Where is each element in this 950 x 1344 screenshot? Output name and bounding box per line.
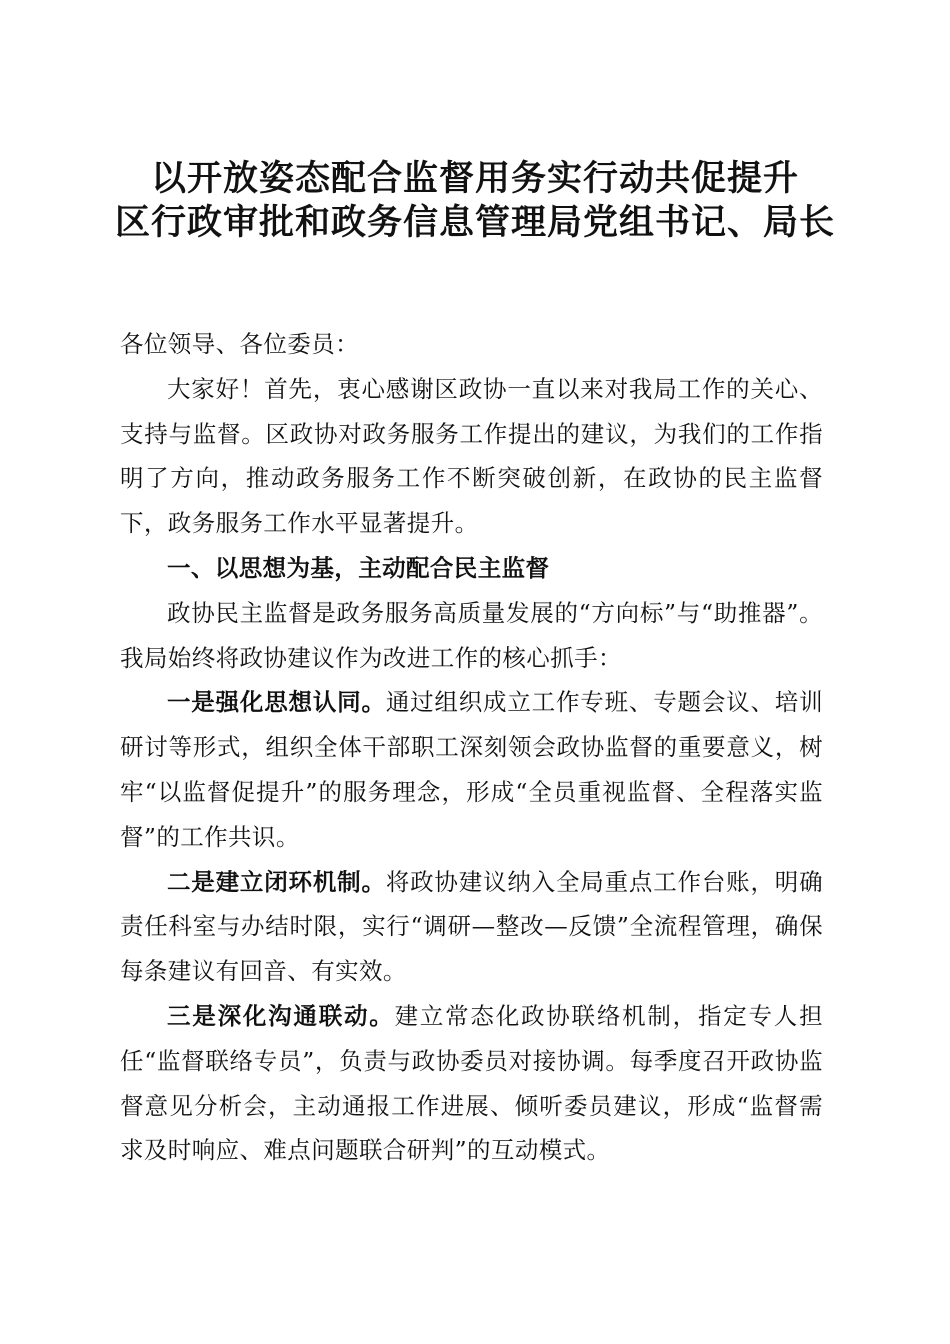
point-2-lead: 二是建立闭环机制。 bbox=[167, 867, 386, 896]
section-1-intro-paragraph: 政协民主监督是政务服务高质量发展的“方向标”与“助推器”。我局始终将政协建议作为改进工作的核心抓手： bbox=[120, 598, 823, 672]
document-body bbox=[120, 322, 823, 1173]
document-title-line-1: 以开放姿态配合监督用务实行动共促提升 bbox=[150, 159, 799, 199]
salutation: 各位领导、各位委员： bbox=[120, 330, 359, 358]
point-3-text: 建立常态化政协联络机制，指定专人担任“监督联络专员”，负责与政协委员对接协调。每季度召开政协监督意见分析会，主动通报工作进展、倾听委员建议，形成“监督需求及时响应、难点问题联合研判”的互动模式。 bbox=[120, 1001, 823, 1165]
point-2-paragraph bbox=[120, 860, 823, 994]
point-1-text: 通过组织成立工作专班、专题会议、培训研讨等形式，组织全体干部职工深刻领会政协监督的重要意义，树牢“以监督促提升”的服务理念，形成“全员重视监督、全程落实监督”的工作共识。 bbox=[120, 688, 823, 851]
point-3-lead: 三是深化沟通联动。 bbox=[167, 1001, 395, 1030]
intro-paragraph: 大家好！首先，衷心感谢区政协一直以来对我局工作的关心、支持与监督。区政协对政务服务工作提出的建议，为我们的工作指明了方向，推动政务服务工作不断突破创新，在政协的民主监督下，政务服务工作水平显著提升。 bbox=[120, 374, 823, 538]
point-1-paragraph bbox=[120, 680, 823, 859]
point-2-text: 将政协建议纳入全局重点工作台账，明确责任科室与办结时限，实行“调研—整改—反馈”全流程管理，确保每条建议有回音、有实效。 bbox=[120, 867, 823, 986]
point-1-lead: 一是强化思想认同。 bbox=[167, 688, 386, 717]
section-1-heading: 一、以思想为基，主动配合民主监督 bbox=[167, 553, 550, 582]
document-title-line-2: 区行政审批和政务信息管理局党组书记、局长 bbox=[114, 203, 835, 243]
point-3-paragraph bbox=[120, 994, 823, 1173]
